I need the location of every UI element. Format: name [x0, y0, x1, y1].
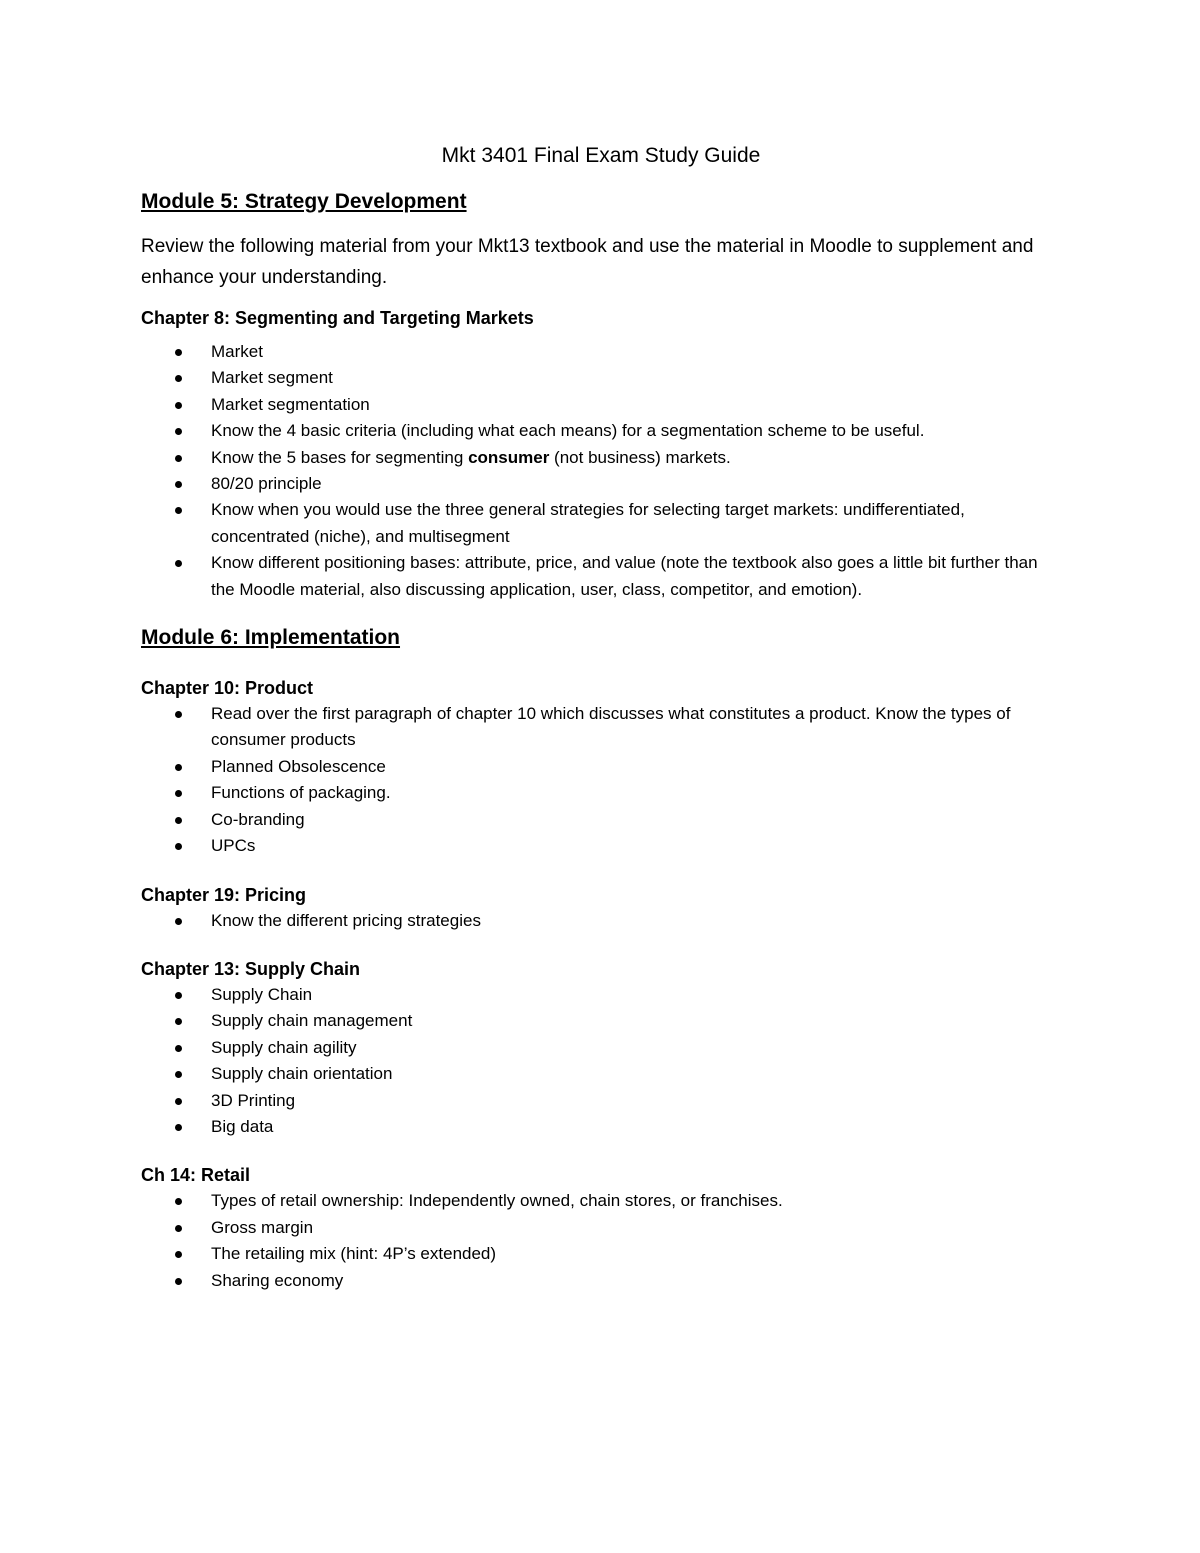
chapter-14-heading: Ch 14: Retail [141, 1165, 251, 1186]
list-item [141, 339, 1061, 365]
list-item [141, 392, 1061, 418]
list-item [141, 550, 1061, 603]
document-title: Mkt 3401 Final Exam Study Guide [441, 144, 761, 167]
chapter-14-list [141, 1188, 1061, 1294]
chapter-19-list [141, 908, 1061, 934]
list-item-text-suffix: (not business) markets. [554, 447, 731, 467]
bullet-icon [175, 843, 182, 850]
bullet-icon [175, 918, 182, 925]
list-item-text: 80/20 principle [211, 474, 322, 494]
list-item [141, 1215, 1061, 1241]
list-item [141, 1268, 1061, 1294]
emphasis-text: consumer [468, 447, 550, 467]
list-item-text: Know the 4 basic criteria (including what each means) for a segmentation scheme to be useful. [211, 421, 925, 441]
list-item-text: Planned Obsolescence [211, 756, 386, 776]
list-item-text: Know different positioning bases: attribute, price, and value (note the textbook also goes a little bit further than the Moodle material, also discussing application, user, class, competitor, and emotion). [211, 553, 1038, 599]
list-item [141, 471, 1061, 497]
bullet-icon [175, 507, 182, 514]
bullet-icon [175, 560, 182, 567]
bullet-icon [175, 764, 182, 771]
list-item [141, 908, 1061, 934]
list-item-text: 3D Printing [211, 1090, 296, 1110]
list-item [141, 780, 1061, 806]
list-item [141, 1061, 1061, 1087]
list-item-text: Know the different pricing strategies [211, 910, 481, 930]
bullet-icon [175, 1251, 182, 1258]
list-item-text: Functions of packaging. [211, 783, 391, 803]
bullet-icon [175, 790, 182, 797]
module-5-intro: Review the following material from your Mkt13 textbook and use the material in Moodle to supplement and enhance your understanding. [141, 236, 1034, 288]
bullet-icon [175, 1098, 182, 1105]
list-item [141, 1114, 1061, 1140]
chapter-8-list [141, 339, 1061, 603]
list-item [141, 1035, 1061, 1061]
list-item-text: Types of retail ownership: Independently owned, chain stores, or franchises. [211, 1191, 783, 1211]
bullet-icon [175, 992, 182, 999]
bullet-icon [175, 1124, 182, 1131]
bullet-icon [175, 1071, 182, 1078]
bullet-icon [175, 1018, 182, 1025]
list-item-text: The retailing mix (hint: 4P’s extended) [211, 1244, 497, 1264]
chapter-13-list [141, 982, 1061, 1140]
list-item [141, 365, 1061, 391]
list-item [141, 807, 1061, 833]
list-item [141, 833, 1061, 859]
list-item [141, 1088, 1061, 1114]
list-item [141, 418, 1061, 444]
bullet-icon [175, 481, 182, 488]
list-item-text: UPCs [211, 836, 256, 856]
chapter-8-heading: Chapter 8: Segmenting and Targeting Markets [141, 308, 534, 328]
list-item [141, 1008, 1061, 1034]
list-item [141, 1241, 1061, 1267]
list-item-text: Supply Chain [211, 984, 313, 1004]
chapter-13-heading: Chapter 13: Supply Chain [141, 958, 361, 979]
list-item-text: Know when you would use the three general strategies for selecting target markets: undifferentiated, concentrated (niche), and multisegment [211, 500, 965, 546]
list-item [141, 445, 1061, 471]
list-item-text: Co-branding [211, 809, 305, 829]
bullet-icon [175, 402, 182, 409]
chapter-10-heading: Chapter 10: Product [141, 678, 314, 699]
chapter-19-heading: Chapter 19: Pricing [141, 884, 307, 905]
bullet-icon [175, 349, 182, 356]
list-item-text: Supply chain orientation [211, 1064, 393, 1084]
bullet-icon [175, 1198, 182, 1205]
list-item [141, 497, 1061, 550]
bullet-icon [175, 1045, 182, 1052]
module-5-heading: Module 5: Strategy Development [141, 190, 467, 213]
list-item-text: Market [211, 342, 263, 361]
chapter-10-list [141, 701, 1061, 859]
list-item-text: Read over the first paragraph of chapter 10 which discusses what constitutes a product. Know the types of consumer products [211, 704, 1011, 750]
list-item-text: Sharing economy [211, 1270, 344, 1290]
list-item-text: Big data [211, 1116, 274, 1136]
document-body [141, 141, 1061, 1294]
list-item-text: Gross margin [211, 1217, 314, 1237]
bullet-icon [175, 1278, 182, 1285]
list-item [141, 1188, 1061, 1214]
list-item-text: Know the 5 bases for segmenting [211, 447, 464, 467]
list-item-text: Market segment [211, 368, 333, 388]
bullet-icon [175, 428, 182, 435]
list-item [141, 982, 1061, 1008]
list-item-text: Supply chain agility [211, 1037, 357, 1057]
list-item-text: Supply chain management [211, 1011, 413, 1031]
bullet-icon [175, 375, 182, 382]
list-item-text: Market segmentation [211, 394, 370, 414]
list-item [141, 701, 1061, 754]
bullet-icon [175, 455, 182, 462]
bullet-icon [175, 711, 182, 718]
list-item [141, 754, 1061, 780]
module-6-heading: Module 6: Implementation [141, 626, 401, 650]
bullet-icon [175, 1225, 182, 1232]
bullet-icon [175, 817, 182, 824]
